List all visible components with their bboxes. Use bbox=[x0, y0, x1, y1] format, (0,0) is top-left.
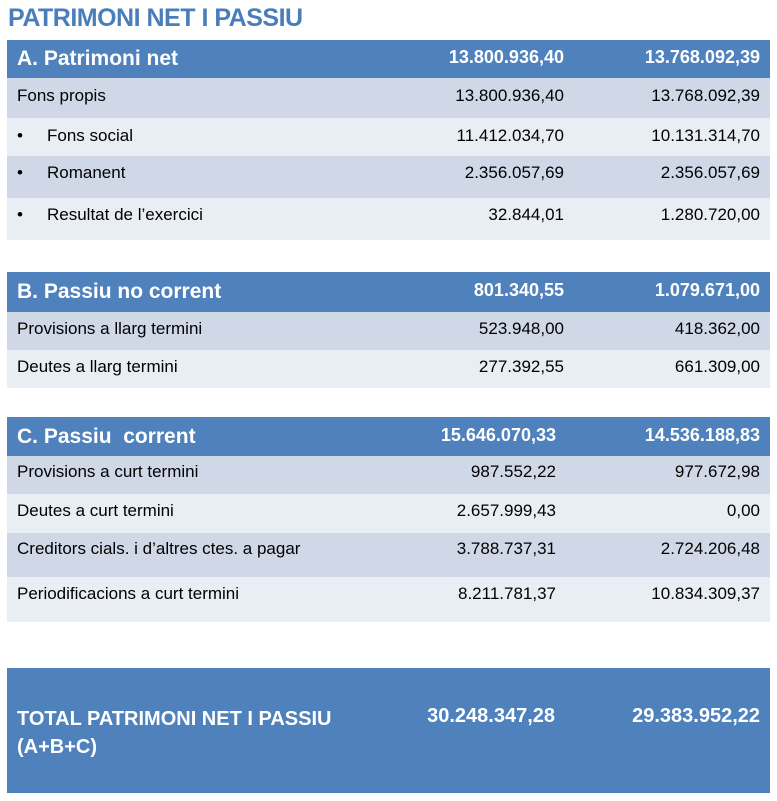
value-year-1: 801.340,55 bbox=[473, 280, 564, 300]
value-year-1: 32.844,01 bbox=[488, 205, 564, 224]
value-year-2: 10.834.309,37 bbox=[651, 584, 760, 603]
row-label: Periodificacions a curt termini bbox=[17, 584, 240, 603]
section-header bbox=[7, 417, 770, 456]
row-label: Deutes a llarg termini bbox=[17, 357, 178, 376]
section-title: B. Passiu no corrent bbox=[17, 280, 222, 303]
table-row bbox=[7, 198, 770, 240]
value-year-1: 15.646.070,33 bbox=[440, 425, 556, 445]
value-year-2: 1.280.720,00 bbox=[660, 205, 760, 224]
section-passiu-no-corrent bbox=[7, 272, 770, 388]
value-year-2: 1.079.671,00 bbox=[654, 280, 760, 300]
value-year-1: 13.800.936,40 bbox=[448, 47, 564, 67]
total-row bbox=[7, 668, 770, 793]
table-row bbox=[7, 350, 770, 388]
value-year-2: 418.362,00 bbox=[674, 319, 760, 338]
row-label: Romanent bbox=[47, 163, 126, 182]
value-year-1: 2.356.057,69 bbox=[464, 163, 564, 182]
value-year-1: 3.788.737,31 bbox=[456, 539, 556, 558]
table-row bbox=[7, 312, 770, 350]
bullet-icon: • bbox=[17, 205, 23, 224]
bullet-icon: • bbox=[17, 163, 23, 182]
table-row bbox=[7, 577, 770, 622]
value-year-2: 2.356.057,69 bbox=[660, 163, 760, 182]
total-label: TOTAL PATRIMONI NET I PASSIU (A+B+C) bbox=[17, 708, 332, 758]
table-row bbox=[7, 494, 770, 533]
table-row bbox=[7, 78, 770, 118]
value-year-2: 661.309,00 bbox=[674, 357, 760, 376]
bullet-icon: • bbox=[17, 126, 23, 145]
row-label: Fons social bbox=[47, 126, 133, 145]
table-row bbox=[7, 118, 770, 156]
row-label: Creditors cials. i d’altres ctes. a pagar bbox=[17, 539, 301, 558]
value-year-1: 277.392,55 bbox=[478, 357, 564, 376]
value-year-2: 2.724.206,48 bbox=[660, 539, 760, 558]
value-year-1: 2.657.999,43 bbox=[456, 501, 556, 520]
total-value-year-1: 30.248.347,28 bbox=[427, 705, 555, 727]
value-year-2: 977.672,98 bbox=[674, 462, 760, 481]
section-patrimoni-net bbox=[7, 40, 770, 240]
value-year-1: 523.948,00 bbox=[478, 319, 564, 338]
row-label: Deutes a curt termini bbox=[17, 501, 174, 520]
value-year-2: 10.131.314,70 bbox=[651, 126, 760, 145]
row-label: Fons propis bbox=[17, 86, 106, 105]
value-year-1: 987.552,22 bbox=[470, 462, 556, 481]
section-header bbox=[7, 272, 770, 312]
section-passiu-corrent bbox=[7, 417, 770, 622]
value-year-2: 13.768.092,39 bbox=[651, 86, 760, 105]
value-year-1: 13.800.936,40 bbox=[455, 86, 564, 105]
page-title: PATRIMONI NET I PASSIU bbox=[8, 4, 303, 32]
section-title: A. Patrimoni net bbox=[17, 47, 179, 70]
total-value-year-2: 29.383.952,22 bbox=[632, 705, 760, 727]
value-year-2: 14.536.188,83 bbox=[644, 425, 760, 445]
section-header bbox=[7, 40, 770, 78]
table-row bbox=[7, 156, 770, 198]
value-year-2: 13.768.092,39 bbox=[644, 47, 760, 67]
table-row bbox=[7, 456, 770, 494]
row-label: Provisions a curt termini bbox=[17, 462, 199, 481]
value-year-2: 0,00 bbox=[726, 501, 760, 520]
row-label: Resultat de l’exercici bbox=[47, 205, 203, 224]
value-year-1: 11.412.034,70 bbox=[456, 126, 564, 145]
value-year-1: 8.211.781,37 bbox=[458, 584, 556, 603]
table-row bbox=[7, 533, 770, 577]
row-label: Provisions a llarg termini bbox=[17, 319, 203, 338]
section-title: C. Passiu corrent bbox=[17, 425, 196, 448]
